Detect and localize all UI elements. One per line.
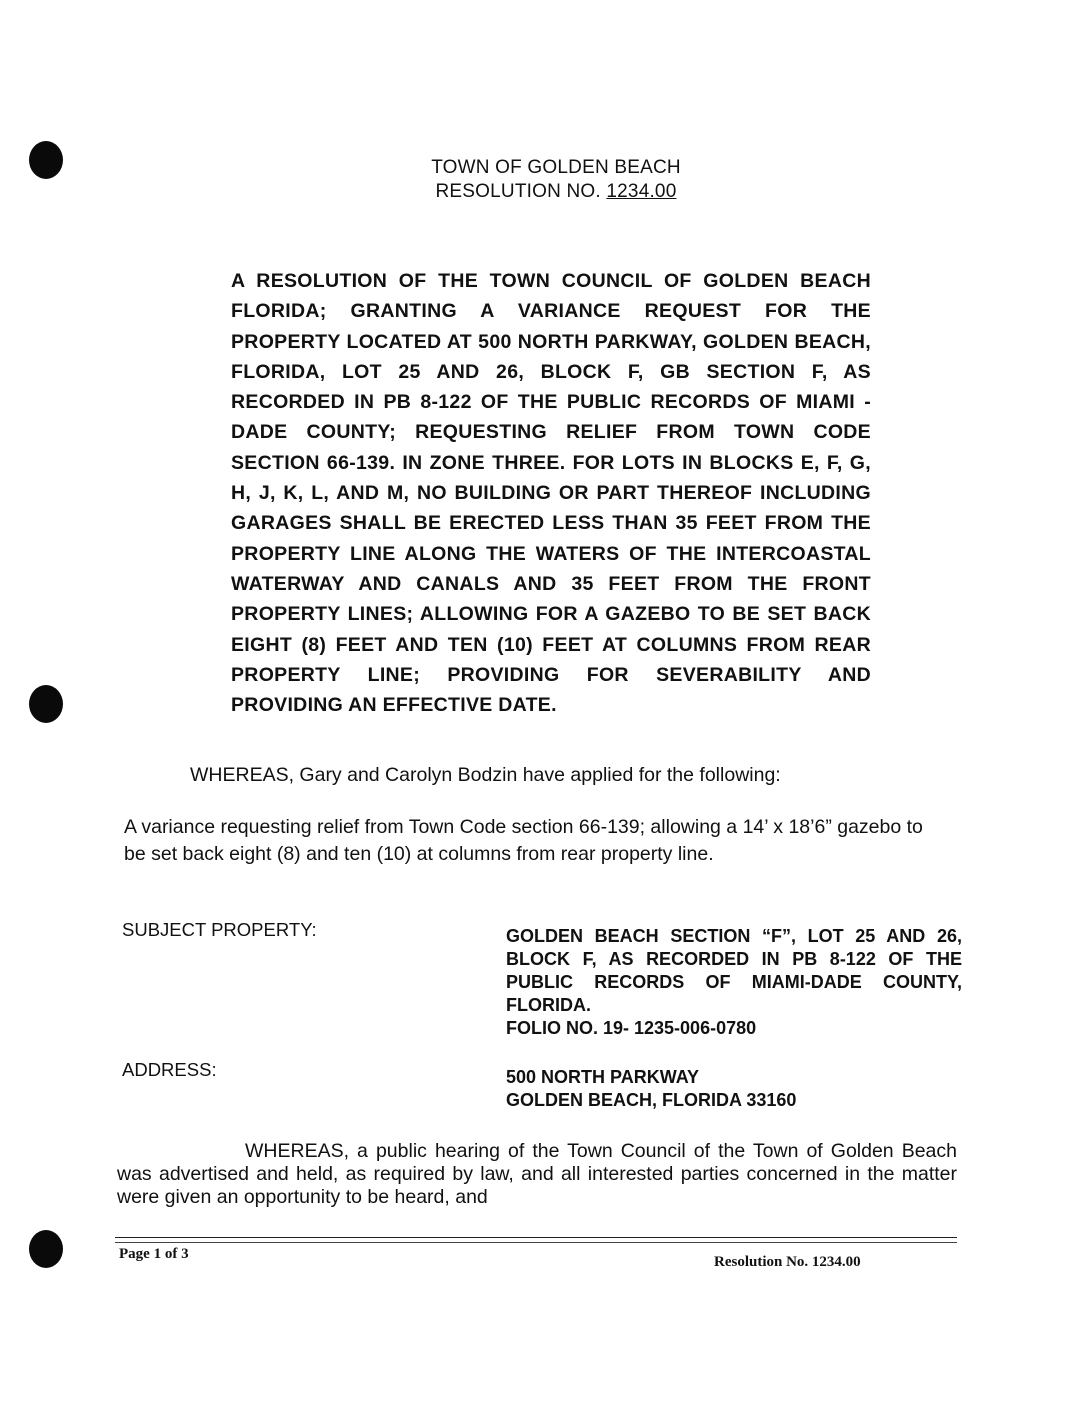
address-line: 500 NORTH PARKWAY bbox=[506, 1067, 700, 1087]
resolution-number: 1234.00 bbox=[606, 181, 677, 202]
subject-property-line: GOLDEN BEACH SECTION “F”, LOT 25 AND 26, bbox=[506, 926, 962, 946]
footer-divider bbox=[115, 1237, 957, 1238]
punch-hole-middle bbox=[29, 685, 63, 723]
whereas-hearing: WHEREAS, a public hearing of the Town Council of the Town of Golden Beach was advertised and held, as required by law, and all interested parties concerned in the matter were given an opportunity to be heard, and bbox=[117, 1140, 957, 1208]
town-title: TOWN OF GOLDEN BEACH bbox=[431, 157, 681, 178]
folio-number: FOLIO NO. 19- 1235-006-0780 bbox=[506, 1018, 757, 1038]
resolution-preamble: A RESOLUTION OF THE TOWN COUNCIL OF GOLDEN BEACH FLORIDA; GRANTING A VARIANCE REQUEST FOR THE PROPERTY LOCATED AT 500 NORTH PARKWAY, GOLDEN BEACH, FLORIDA, LOT 25 AND 26, BLOCK F, GB SECTION F, AS RECORDED IN PB 8-122 OF THE PUBLIC RECORDS OF MIAMI - DADE COUNTY; REQUESTING RELIEF FROM TOWN CODE SECTION 66-139. IN ZONE THREE. FOR LOTS IN BLOCKS E, F, G, H, J, K, L, AND M, NO BUILDING OR PART THEREOF INCLUDING GARAGES SHALL BE ERECTED LESS THAN 35 FEET FROM THE PROPERTY LINE ALONG THE WATERS OF THE INTERCOASTAL WATERWAY AND CANALS AND 35 FEET FROM THE FRONT PROPERTY LINES; ALLOWING FOR A GAZEBO TO BE SET BACK EIGHT (8) FEET AND TEN (10) FEET AT COLUMNS FROM REAR PROPERTY LINE; PROVIDING FOR SEVERABILITY AND PROVIDING AN EFFECTIVE DATE. bbox=[231, 270, 871, 717]
footer-divider-secondary bbox=[115, 1242, 957, 1243]
address-line: GOLDEN BEACH, FLORIDA 33160 bbox=[506, 1090, 797, 1110]
subject-property-label: SUBJECT PROPERTY: bbox=[122, 919, 317, 940]
whereas-applicants: WHEREAS, Gary and Carolyn Bodzin have applied for the following: bbox=[190, 764, 781, 786]
variance-request: A variance requesting relief from Town Code section 66-139; allowing a 14’ x 18’6” gazebo to be set back eight (8) and ten (10) at columns from rear property line. bbox=[124, 816, 923, 865]
subject-property-line: PUBLIC RECORDS OF MIAMI-DADE COUNTY, bbox=[506, 972, 962, 992]
subject-property-line: BLOCK F, AS RECORDED IN PB 8-122 OF THE bbox=[506, 949, 962, 969]
subject-property-line: FLORIDA. bbox=[506, 995, 591, 1015]
address-label: ADDRESS: bbox=[122, 1059, 217, 1080]
resolution-label: RESOLUTION NO. bbox=[435, 181, 601, 202]
subject-property-value bbox=[506, 925, 962, 1040]
punch-hole-bottom bbox=[29, 1230, 63, 1268]
page-number: Page 1 of 3 bbox=[119, 1246, 189, 1262]
resolution-heading bbox=[330, 180, 782, 204]
footer-resolution-number: Resolution No. 1234.00 bbox=[714, 1254, 861, 1270]
address-value bbox=[506, 1066, 962, 1112]
punch-hole-top bbox=[29, 141, 63, 179]
